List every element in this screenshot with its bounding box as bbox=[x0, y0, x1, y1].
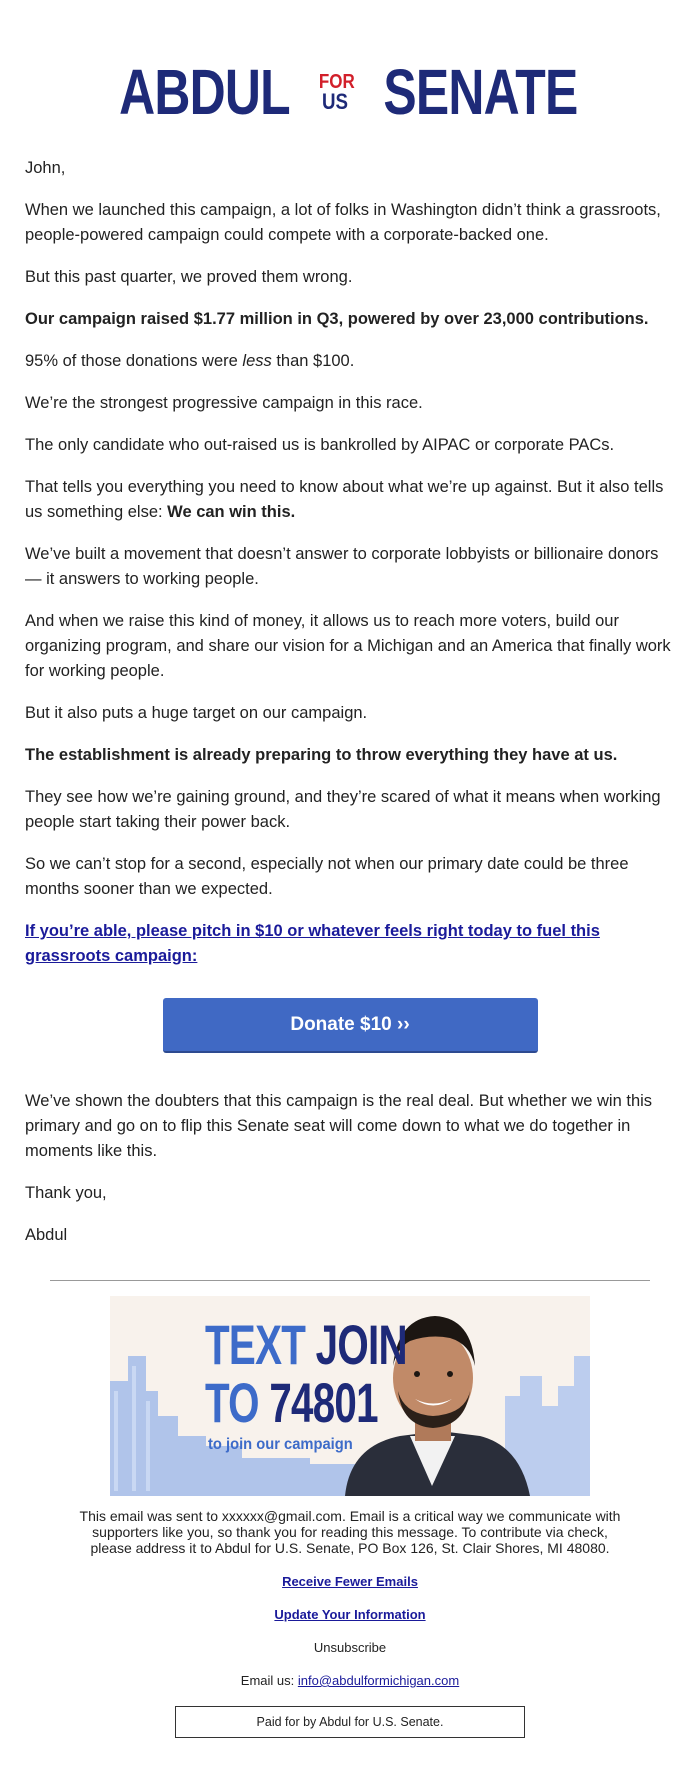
divider bbox=[50, 1280, 650, 1281]
paragraph: But it also puts a huge target on our campaign. bbox=[25, 704, 368, 722]
banner-text-word: TEXT bbox=[205, 1313, 306, 1376]
receive-fewer-emails-link[interactable]: Receive Fewer Emails bbox=[282, 1574, 418, 1589]
paragraph: We’re the strongest progressive campaign in this race. bbox=[25, 394, 423, 412]
unsubscribe-link[interactable]: Unsubscribe bbox=[313, 1640, 387, 1655]
donate-link[interactable]: If you’re able, please pitch in $10 or whatever feels right today to fuel this grassroots campaign: bbox=[25, 922, 600, 965]
banner-join-word: JOIN bbox=[315, 1313, 407, 1376]
contact-row bbox=[0, 1673, 700, 1688]
bold-segment: We can win this. bbox=[167, 503, 296, 521]
text-to-join-banner[interactable] bbox=[110, 1296, 590, 1496]
ask-paragraph bbox=[25, 919, 675, 969]
text-segment: 95% of those donations were bbox=[25, 352, 243, 370]
banner-subtitle: to join our campaign bbox=[208, 1436, 353, 1453]
paragraph bbox=[25, 475, 675, 525]
text-segment: than $100. bbox=[271, 352, 355, 370]
campaign-logo bbox=[0, 0, 700, 134]
paid-for-disclaimer: Paid for by Abdul for U.S. Senate. bbox=[175, 1706, 525, 1738]
paragraph-bold: The establishment is already preparing to throw everything they have at us. bbox=[25, 746, 618, 764]
paragraph: We’ve shown the doubters that this campaign is the real deal. But whether we win this primary and go on to flip this Senate seat will come down to what we do together in moments like this. bbox=[25, 1092, 653, 1160]
paragraph: But this past quarter, we proved them wrong. bbox=[25, 268, 353, 286]
update-info-link[interactable]: Update Your Information bbox=[274, 1607, 426, 1622]
footer-link-row bbox=[0, 1607, 700, 1622]
greeting: John, bbox=[25, 159, 66, 177]
banner-headline bbox=[205, 1313, 407, 1434]
signature: Abdul bbox=[25, 1226, 68, 1244]
signoff: Thank you, bbox=[25, 1184, 107, 1202]
donate-button[interactable]: Donate $10 ›› bbox=[163, 998, 538, 1053]
cta-container bbox=[25, 998, 675, 1053]
recipient-email: xxxxxx@gmail.com bbox=[221, 1508, 342, 1524]
paragraph: And when we raise this kind of money, it allows us to reach more voters, build our organizing program, and share our vision for a Michigan and an America that finally work for working people. bbox=[25, 612, 671, 680]
email-body bbox=[0, 156, 700, 1248]
paragraph-bold: Our campaign raised $1.77 million in Q3, powered by over 23,000 contributions. bbox=[25, 310, 649, 328]
footer-text: . Email is a critical way we communicate with supporters like you, so thank you for reading this message. To contribute via check, please address it to Abdul for U.S. Senate, PO Box 126, St. Clair Shores, MI 48080. bbox=[90, 1508, 621, 1556]
paragraph: When we launched this campaign, a lot of folks in Washington didn’t think a grassroots, people-powered campaign could compete with a corporate-backed one. bbox=[25, 201, 661, 244]
logo-for: FOR bbox=[318, 71, 355, 93]
paragraph: We’ve built a movement that doesn’t answer to corporate lobbyists or billionaire donors — it answers to working people. bbox=[25, 545, 659, 588]
paragraph: The only candidate who out-raised us is bankrolled by AIPAC or corporate PACs. bbox=[25, 436, 615, 454]
logo-us: US bbox=[322, 89, 349, 114]
footer-link-row bbox=[0, 1574, 700, 1589]
emphasis: less bbox=[242, 352, 272, 370]
logo-for-us bbox=[316, 72, 354, 112]
text-segment: That tells you everything you need to know about what we’re up against. But it also tells us something else: bbox=[25, 478, 664, 521]
banner-to-word: TO bbox=[205, 1371, 259, 1434]
paragraph bbox=[25, 349, 675, 374]
logo-senate: SENATE bbox=[383, 56, 578, 128]
footer-text: This email was sent to bbox=[79, 1508, 222, 1524]
contact-email-link[interactable]: info@abdulformichigan.com bbox=[297, 1673, 460, 1688]
contact-label: Email us: bbox=[240, 1673, 298, 1688]
paragraph: So we can’t stop for a second, especially not when our primary date could be three months sooner than we expected. bbox=[25, 855, 629, 898]
banner-shortcode: 74801 bbox=[269, 1371, 378, 1434]
logo-abdul: ABDUL bbox=[119, 56, 290, 128]
footer-disclaimer bbox=[0, 1508, 700, 1556]
paragraph: They see how we’re gaining ground, and they’re scared of what it means when working people start taking their power back. bbox=[25, 788, 661, 831]
